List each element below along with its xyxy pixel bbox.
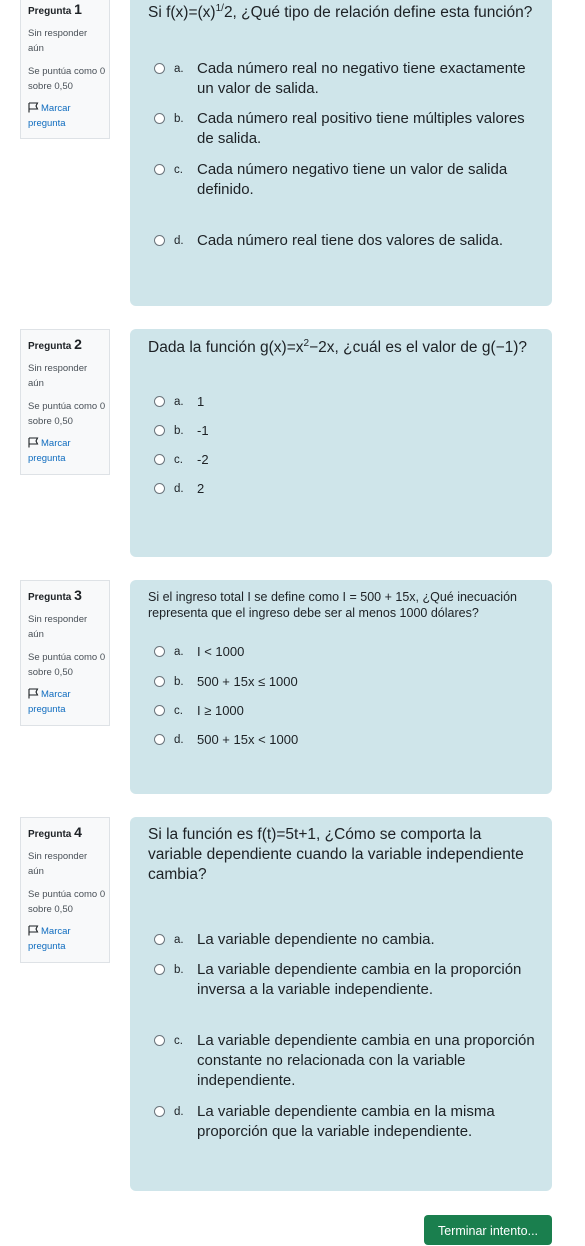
question-content — [130, 817, 552, 1191]
question-state: Sin responder aún — [28, 614, 88, 640]
answer-option-b[interactable]: b. 500 + 15x ≤ 1000 — [130, 672, 552, 692]
radio-button[interactable] — [154, 425, 165, 436]
flag-icon — [28, 688, 39, 699]
radio-button[interactable] — [154, 646, 165, 657]
flag-icon — [28, 102, 39, 113]
flag-question-link[interactable]: Marcar pregunta — [28, 103, 71, 129]
question-state: Sin responder aún — [28, 851, 88, 877]
radio-button[interactable] — [154, 113, 165, 124]
question-number: Pregunta 4 — [28, 824, 82, 840]
question-content — [130, 580, 552, 794]
question-info — [20, 580, 110, 726]
question-number: Pregunta 3 — [28, 587, 82, 603]
radio-button[interactable] — [154, 164, 165, 175]
answer-option-b[interactable]: b. Cada número real positivo tiene múltiples valores de salida. — [130, 109, 552, 149]
question-grade: Se puntúa como 0 sobre 0,50 — [28, 66, 106, 92]
question-info — [20, 817, 110, 963]
radio-button[interactable] — [154, 235, 165, 246]
answer-option-a[interactable]: a. La variable dependiente no cambia. — [130, 930, 552, 950]
question-number: Pregunta 1 — [28, 1, 82, 17]
question-info — [20, 329, 110, 475]
question-state: Sin responder aún — [28, 363, 88, 389]
answer-option-b[interactable]: b. -1 — [130, 421, 552, 441]
radio-button[interactable] — [154, 396, 165, 407]
question-text: Si la función es f(t)=5t+1, ¿Cómo se comporta la variable dependiente cuando la variable independiente cambia? — [148, 826, 524, 883]
answer-option-a[interactable]: a. 1 — [130, 392, 552, 412]
answer-option-d[interactable]: d. 500 + 15x < 1000 — [130, 730, 552, 750]
radio-button[interactable] — [154, 1106, 165, 1117]
radio-button[interactable] — [154, 1035, 165, 1046]
question-grade: Se puntúa como 0 sobre 0,50 — [28, 401, 106, 427]
flag-question-link[interactable]: Marcar pregunta — [28, 689, 71, 715]
question-text: Dada la función $g(x)=x^2-2x$, ¿cuál es el valor de g(−1)? — [148, 337, 528, 356]
question-grade: Se puntúa como 0 sobre 0,50 — [28, 889, 106, 915]
answer-option-d[interactable]: d. La variable dependiente cambia en la misma proporción que la variable independiente. — [130, 1102, 552, 1142]
flag-icon — [28, 925, 39, 936]
answer-option-c[interactable]: c. -2 — [130, 450, 552, 470]
radio-button[interactable] — [154, 934, 165, 945]
radio-button[interactable] — [154, 454, 165, 465]
radio-button[interactable] — [154, 676, 165, 687]
radio-button[interactable] — [154, 705, 165, 716]
question-content — [130, 329, 552, 557]
question-number: Pregunta 2 — [28, 336, 82, 352]
flag-question-link[interactable]: Marcar pregunta — [28, 438, 71, 464]
finish-attempt-button[interactable]: Terminar intento... — [424, 1215, 552, 1245]
question-grade: Se puntúa como 0 sobre 0,50 — [28, 652, 106, 678]
question-info — [20, 0, 110, 139]
question-text: Si $f(x)=(x)^{1/}2$, ¿Qué tipo de relación define esta función? — [148, 2, 533, 21]
answer-option-a[interactable]: a. I < 1000 — [130, 642, 552, 662]
answer-option-c[interactable]: c. I ≥ 1000 — [130, 701, 552, 721]
radio-button[interactable] — [154, 63, 165, 74]
question-state: Sin responder aún — [28, 28, 88, 54]
answer-option-c[interactable]: c. Cada número negativo tiene un valor de salida definido. — [130, 160, 552, 200]
flag-question-link[interactable]: Marcar pregunta — [28, 926, 71, 952]
answer-option-d[interactable]: d. Cada número real tiene dos valores de salida. — [130, 231, 552, 251]
radio-button[interactable] — [154, 734, 165, 745]
radio-button[interactable] — [154, 964, 165, 975]
answer-option-d[interactable]: d. 2 — [130, 479, 552, 499]
radio-button[interactable] — [154, 483, 165, 494]
answer-option-c[interactable]: c. La variable dependiente cambia en una proporción constante no relacionada con la variable independiente. — [130, 1031, 552, 1091]
question-text: Si el ingreso total I se define como I = 500 + 15x, ¿Qué inecuación representa que el ingreso debe ser al menos 1000 dólares? — [148, 590, 517, 620]
flag-icon — [28, 437, 39, 448]
answer-option-a[interactable]: a. Cada número real no negativo tiene exactamente un valor de salida. — [130, 59, 552, 99]
question-content — [130, 0, 552, 306]
answer-option-b[interactable]: b. La variable dependiente cambia en la proporción inversa a la variable independiente. — [130, 960, 552, 1000]
